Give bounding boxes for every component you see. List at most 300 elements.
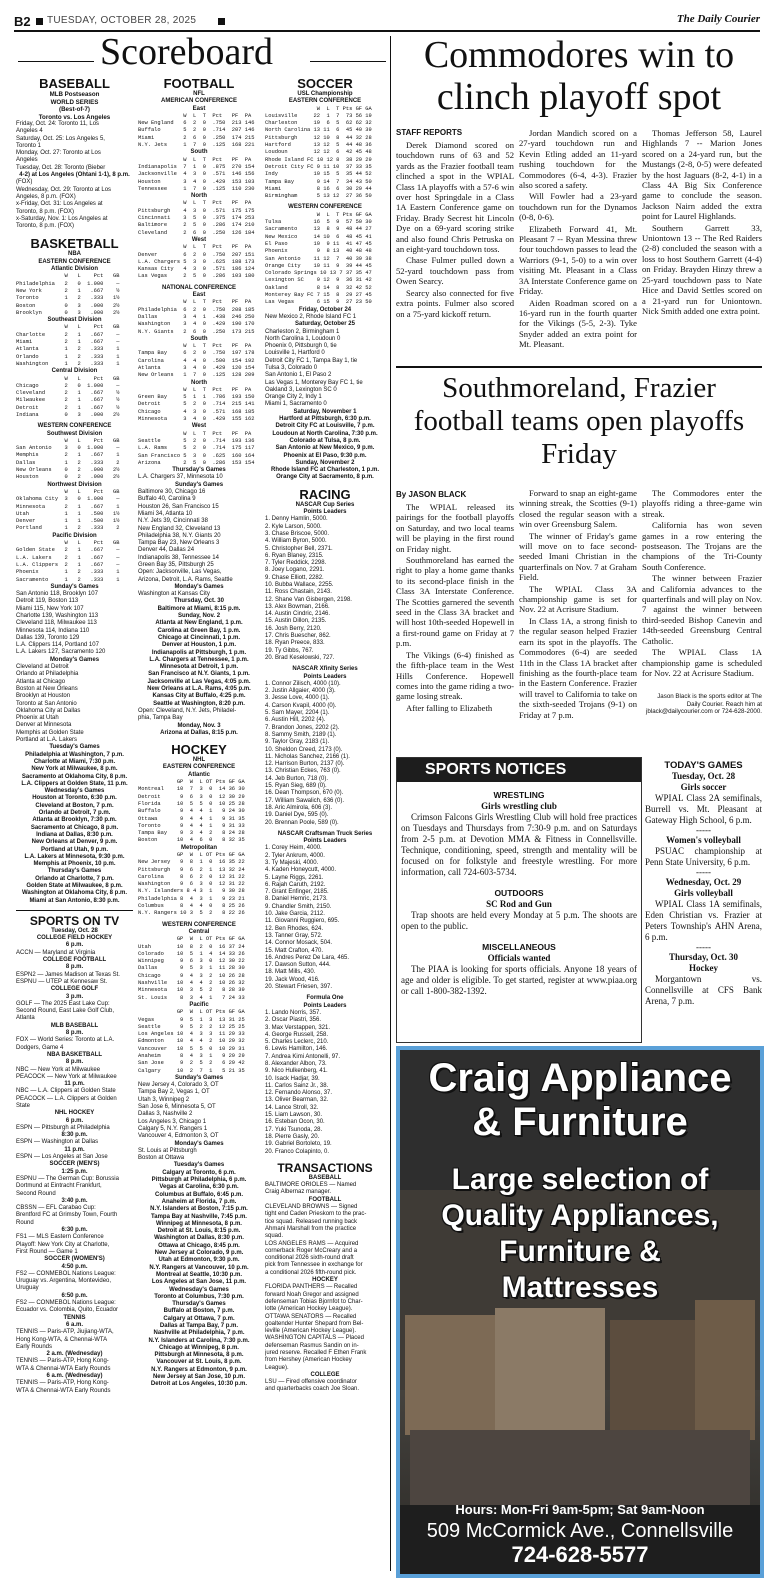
stat-line: FOOTBALL (308, 1196, 342, 1203)
stat-line: Rhode Island FC 10 12 8 38 29 29 (265, 156, 372, 163)
todays-games-date: Thursday, Oct. 30 (668, 952, 738, 962)
baseball-subheads (16, 91, 133, 121)
stat-line: 14. Lance Stroll, 32. (265, 1104, 319, 1111)
baseball-subhead: Toronto vs. Los Angeles (38, 113, 111, 121)
stat-line: conditional 2026 sixth-round draft (265, 1255, 354, 1262)
stat-line: Portland at L.A. Lakers (16, 737, 78, 744)
stat-line: Minnesota 10 3 5 2 8 28 39 (138, 987, 245, 994)
stat-line: Indianapolis 38, Tennessee 14 (138, 554, 219, 561)
stat-line: Ecuador vs. Colombia, Quito, Ecuador (16, 1307, 119, 1314)
stat-line: N.Y. Islanders at Boston, 7:15 p.m. (150, 1206, 248, 1213)
stat-line: Central Division (51, 368, 98, 375)
stat-line: W L T Pct PF PA (138, 244, 252, 251)
stat-line: St. Louis 8 3 4 1 7 24 33 (138, 994, 245, 1001)
stat-line: Sacramento at Chicago, 8 p.m. (30, 824, 119, 831)
stat-line: First Round — Game 1 (16, 1248, 78, 1255)
story-paragraph: Jordan Mandich scored on a 27-yard touchdown run and Kevin Etling added an 11-yard rushing touchdown for the Commodores (6-4, 4-3). Frazier also scored a safety. (519, 128, 637, 191)
stat-line: Green Bay 5 1 1 .786 193 150 (138, 394, 255, 401)
stat-line: Sacramento at Oklahoma City, 8 p.m. (21, 773, 128, 780)
stat-line: Toronto at Columbus, 7:30 p.m. (154, 1293, 244, 1300)
stat-line: Buffalo 9 4 4 1 9 24 30 (138, 808, 245, 815)
stat-line: CLEVELAND BROWNS — Signed (265, 1204, 358, 1211)
stat-line: 20. Brennan Poole, 589 (0). (265, 819, 339, 826)
stat-line: COLLEGE FOOTBALL (42, 957, 107, 964)
stat-line: Saturday, November 1 (293, 408, 357, 415)
stat-line: Birmingham 5 13 12 27 36 50 (265, 193, 372, 200)
stat-line: Utah at Edmonton, 9:30 p.m. (158, 1257, 240, 1264)
stat-line: HOCKEY (312, 1277, 338, 1284)
stat-line: New Mexico 14 10 6 48 45 41 (265, 233, 372, 240)
stat-line: 1. Connor Zilisch, 4000 (10). (265, 680, 341, 687)
stat-line: Utah 10 8 2 0 16 37 24 (138, 943, 245, 950)
stat-line: 17. Chris Buescher, 862. (265, 633, 331, 640)
stat-line: Vancouver 4, Edmonton 3, OT (138, 1133, 219, 1140)
stat-line: L.A. Lakers 127, Sacramento 120 (16, 649, 106, 656)
stat-line: Oakland 3, Lexington SC 0 (265, 386, 337, 393)
stat-line: NFL (193, 91, 205, 97)
stat-line: Monday, Oct. 27: Toronto at Los (16, 150, 101, 157)
stat-line: Round (16, 1219, 34, 1226)
todays-games-box (645, 757, 762, 1041)
stat-line: 11. Giovanni Ruggiero, 695. (265, 918, 340, 925)
stat-line: Brentford FC at Grimsby Town, Fourth (16, 1212, 118, 1219)
story2-tagline: Jason Black is the sports editor at The Daily Courier. Reach him at jblack@dailycourier.com or 724-628-2000. (646, 693, 762, 716)
stat-line: Phoenix 9 8 13 40 48 48 (265, 248, 372, 255)
ad-phone: 724-628-5577 (511, 1542, 649, 1567)
stat-line: WASHINGTON CAPITALS — Placed (265, 1335, 364, 1342)
stat-line: N.Y. Giants 2 6 0 .250 173 215 (138, 328, 255, 335)
stat-line: EASTERN CONFERENCE (38, 258, 111, 265)
stat-line: ESPN2 — James Madison at Texas St. (16, 971, 120, 978)
stat-line: Chicago at Winnipeg, 8 p.m. (159, 1344, 239, 1351)
story-paragraph: The WPIAL Class 1A championship game is scheduled for Nov. 22 at Acrisure Stadium. (642, 647, 762, 678)
story-paragraph: The Commodores enter the playoffs riding a three-game win streak. (642, 488, 762, 519)
stat-line: Winnipeg at Minnesota, 8 p.m. (156, 1220, 242, 1227)
stat-line: W L Pct GB (16, 324, 120, 331)
stat-line: Sunday's Games (50, 583, 99, 590)
stat-line: Wednesday's Games (169, 1286, 229, 1293)
story-paragraph: California has won seven games in a row entering the postseason. The Trojans are the champions of the Tri-County South Conference. (642, 520, 762, 572)
stat-line: 6. Lewis Hamilton, 146. (265, 1046, 328, 1053)
stat-line: LOS ANGELES RAMS — Acquired (265, 1240, 359, 1247)
stat-line: Wednesday's Games (44, 788, 105, 795)
stat-line: New York at Milwaukee, 8 p.m. (31, 766, 118, 773)
stat-line: 2. Kyle Larson, 5000. (265, 523, 322, 530)
stat-line: Seattle 5 2 0 .714 193 136 (138, 437, 255, 444)
outdoors-heading: OUTDOORS (494, 888, 544, 898)
stat-line: N.Y. Rangers at Vancouver, 10 p.m. (149, 1264, 249, 1271)
stat-line: Las Vegas 6 15 9 27 23 50 (265, 299, 372, 306)
story-paragraph: The winner of Friday's game will move on to face second-seeded Imani Christian in the quarterfinals on Nov. 7 at Graham Field. (519, 530, 637, 583)
stat-line: 7. Brandon Jones, 2202 (2). (265, 724, 340, 731)
stat-line: L.A. Chargers at Tennessee, 1 p.m. (149, 656, 249, 663)
stat-line: Vancouver at St. Louis, 8 p.m. (156, 1359, 242, 1366)
stat-line: GP W L OT Pts GF GA (138, 851, 245, 858)
todays-games-sport: Hockey (689, 963, 718, 973)
ad-tag-line-3: Furniture & (499, 1235, 661, 1268)
stat-line: defenseman Tobias Bjornfot to Char- (265, 1298, 363, 1305)
wrestling-text: Crimson Falcons Girls Wrestling Club will hold free practices on Tuesdays and Thursdays from 7:30-9 p.m. and on Saturdays from 2-5 p.m. at Devotion MMA & Fitness in Connellsville. Technique, conditioning, speed, strength and mentality will be focused on for folkstyle and freestyle wrestling. For more information, call 724-603-5734. (401, 812, 637, 877)
stat-line: Wednesday, Oct. 29: Toronto at Los (16, 186, 112, 193)
racing-heading: RACING (299, 486, 351, 502)
stat-line: 16. Esteban Ocon, 30. (265, 1119, 325, 1126)
stat-line: Washington 1 2 .333 1 (16, 360, 120, 367)
stat-line: 19. Daniel Dye, 595 (0). (265, 812, 329, 819)
stat-line: COLLEGE FIELD HOCKEY (36, 935, 113, 942)
stat-line: Baltimore at Miami, 8:15 p.m. (157, 605, 241, 612)
stat-line: Boston at New Orleans (16, 685, 78, 692)
stat-line: Colorado 10 5 1 4 14 33 26 (138, 950, 245, 957)
stat-line: Vegas at Carolina, 6:30 p.m. (159, 1184, 239, 1191)
todays-games-sport: Women's volleyball (666, 835, 741, 845)
transactions-heading: TRANSACTIONS (277, 1160, 373, 1175)
stat-line: 14. Jeb Burton, 718 (0). (265, 775, 329, 782)
stat-line: from Hershey (American Hockey (265, 1357, 352, 1364)
stat-line: Detroit 119, Boston 113 (16, 598, 79, 605)
folio-square (36, 18, 43, 25)
stat-line: Dallas at Tampa Bay, 7 p.m. (159, 1322, 239, 1329)
stat-line: Open: Jacksonville, Las Vegas, (138, 569, 222, 576)
stat-line: 19. Jack Wood, 416. (265, 976, 320, 983)
stat-line: GOLF — The 2025 East Lake Cup: (16, 1000, 110, 1007)
stat-line: Early Rounds (16, 1343, 53, 1350)
stat-line: BALTIMORE ORIOLES — Named (265, 1182, 357, 1189)
stat-line: W L Pct GB (16, 540, 120, 547)
stat-line: Detroit at Los Angeles, 10:30 p.m. (150, 1381, 248, 1388)
stat-line: East (192, 105, 206, 112)
todays-games-text: WPIAL Class 2A semifinals, Burrell vs. Mt. Pleasant at Gateway High School, 6 p.m. (645, 793, 762, 825)
scoreboard-title-rule-right (310, 61, 386, 62)
stat-line: AMERICAN CONFERENCE (160, 98, 237, 105)
todays-games-divider: ----- (696, 825, 711, 835)
stat-line: Formula One (306, 995, 344, 1002)
stat-line: Angeles (16, 157, 38, 164)
stat-line: Colorado Springs 10 13 7 37 35 47 (265, 270, 372, 277)
stat-line: 4. George Russell, 258. (265, 1031, 329, 1038)
stat-line: 3. Jesse Love, 4000 (1). (265, 695, 330, 702)
stat-line: North (191, 193, 207, 200)
stat-line: 7. Tyler Reddick, 2298. (265, 560, 327, 567)
stat-line: PEACOCK — New York at Milwaukee (16, 1073, 117, 1080)
stat-line: 3. Ty Majeski, 4000. (265, 859, 319, 866)
stat-line: Thursday's Games (47, 868, 102, 875)
stat-line: Las Vegas 1, Monterey Bay FC 1, tie (265, 379, 363, 386)
stat-line: Baltimore 2 5 0 .286 174 210 (138, 222, 255, 229)
todays-games-text: PSUAC championship at Penn State University, 6 p.m. (645, 846, 762, 867)
stat-line: New Jersey 4, Colorado 3, OT (138, 1082, 219, 1089)
stat-line: ESPN — Los Angeles at San Jose (16, 1154, 108, 1161)
stat-line: 3. Max Verstappen, 321. (265, 1024, 331, 1031)
stat-line: Kansas City 4 3 0 .571 186 124 (138, 266, 255, 273)
stat-line: 6:50 p.m. (61, 1292, 88, 1299)
stat-line: L.A. Lakers 2 1 .667 — (16, 554, 120, 561)
stat-line: TENNIS — Paris-ATP, Hong Kong- (16, 1380, 109, 1387)
stat-line: Pacific Division (52, 532, 97, 539)
ad-name-line-2: & Furniture (472, 1100, 688, 1144)
stat-line: South (190, 335, 208, 342)
stat-line: Sacramento 1 2 .333 1 (16, 576, 120, 583)
stat-line: New England 32, Cleveland 13 (138, 525, 221, 532)
stat-line: leville (American Hockey League). (265, 1328, 357, 1335)
stat-line: Thursday's Games (172, 467, 226, 474)
stat-line: N.Y. Islanders at Carolina, 7:30 p.m. (148, 1337, 250, 1344)
stat-line: 20. Franco Colapinto, 0. (265, 1148, 330, 1155)
stat-line: Toronto 1 2 .333 1½ (16, 295, 120, 302)
craig-appliance-ad (396, 1046, 764, 1578)
stat-line: Philadelphia 6 2 0 .750 208 185 (138, 306, 255, 313)
stat-line: USL Championship (297, 91, 353, 97)
hockey-standings (138, 757, 260, 1389)
stat-line: L.A. Lakers at Minnesota, 9:30 p.m. (24, 853, 125, 860)
stat-line: Toronto 1 (16, 142, 42, 149)
stat-line: Dodgers, Game 4 (16, 1044, 64, 1051)
stat-line: Carolina at Green Bay, 1 p.m. (157, 627, 241, 634)
scoreboard-column-1 (16, 76, 133, 1571)
stat-line: COLLEGE GOLF (50, 986, 99, 993)
stat-line: Uruguay (16, 1285, 39, 1292)
stat-line: 1. Corey Heim, 4000. (265, 845, 322, 852)
stat-line: 3:40 p.m. (61, 1197, 88, 1204)
stat-line: San Antonio 118, Brooklyn 107 (16, 591, 98, 598)
story1-column-1 (396, 140, 514, 320)
stat-line: WESTERN CONFERENCE (37, 423, 112, 430)
stat-line: Southwest Division (46, 430, 103, 437)
stat-line: Pittsburgh at Minnesota, 8 p.m. (154, 1352, 244, 1359)
baseball-subhead: MLB Postseason (49, 91, 100, 98)
stat-line: Indianapolis 7 1 0 .875 270 154 (138, 163, 255, 170)
misc-heading: MISCELLANEOUS (482, 942, 556, 952)
stat-line: Milwaukee 2 1 .667 ½ (16, 397, 120, 404)
stat-line: Detroit City FC at Louisville, 7 p.m. (275, 423, 375, 430)
stat-line: Cleveland 2 1 .667 ½ (16, 390, 120, 397)
stat-line: 13. Tanner Gray, 572. (265, 932, 323, 939)
football-heading: FOOTBALL (163, 76, 235, 91)
stat-line: Detroit 9 6 3 0 12 30 29 (138, 793, 245, 800)
stat-line: Miami 34, Atlanta 10 (138, 510, 193, 517)
stat-line: 19. Ty Gibbs, 767. (265, 647, 314, 654)
stat-line: Cleveland at Boston, 7 p.m. (35, 802, 114, 809)
stat-line: Oklahoma City 3 0 1.000 — (16, 496, 120, 503)
scoreboard-title: Scoreboard (100, 31, 274, 73)
stat-line: W L Pct GB (16, 437, 120, 444)
stat-line: 5. Layne Riggs, 2261. (265, 874, 324, 881)
stat-line: NBA BASKETBALL (46, 1051, 103, 1058)
stat-line: Oakland 8 14 8 32 42 52 (265, 284, 372, 291)
stat-line: L.A. Clippers at Golden State, 11 p.m. (21, 780, 128, 787)
stat-line: Ahmani Marshall from the practice (265, 1225, 357, 1232)
stat-line: 9. Chase Elliott, 2282. (265, 574, 324, 581)
stat-line: 8. Daniel Hemric, 2173. (265, 896, 328, 903)
stat-line: West (191, 236, 207, 243)
stat-line: Oklahoma City at Dallas (16, 707, 81, 714)
stat-line: W L T Pct PF PA (138, 156, 252, 163)
stat-line: N.Y. Rangers 10 3 5 2 8 22 26 (138, 910, 245, 917)
stat-line: Tulsa 16 5 9 57 50 30 (265, 219, 372, 226)
stat-line: Denver at Minnesota (16, 722, 72, 729)
stat-line: Seattle 9 5 2 2 12 25 25 (138, 1023, 245, 1030)
stat-line: a conditional 2026 fifth-round pick. (265, 1269, 357, 1276)
stat-line: FS1 — MLS Eastern Conference (16, 1234, 104, 1241)
sports-on-tv-listings (16, 928, 133, 1395)
stat-line: North Carolina 13 11 6 45 40 39 (265, 127, 372, 134)
stat-line: Atlanta at Brooklyn, 7:30 p.m. (32, 817, 117, 824)
stat-line: W L T Pct PF PA (138, 200, 252, 207)
stat-line: Phoenix at El Paso, 9:30 p.m. (283, 452, 367, 459)
todays-games-text: WPIAL Class 1A semifinals, Eden Christian vs. Frazier at Peters Township's AHN Arena, 6 p.m. (645, 899, 762, 942)
stat-line: Vegas 9 5 1 3 13 31 25 (138, 1016, 245, 1023)
stat-line: New Jersey at San Jose, 10 p.m. (152, 1374, 246, 1381)
stat-line: Kansas City at Buffalo, 4:25 p.m. (152, 693, 246, 700)
stat-line: Phoenix 1 2 .333 1 (16, 569, 120, 576)
stat-line: Memphis at Phoenix, 10 p.m. (33, 861, 116, 868)
stat-line: W L T Pts GF GA (265, 105, 372, 112)
stat-line: Central (188, 928, 210, 935)
stat-line: 5. Christopher Bell, 2371. (265, 545, 333, 552)
stat-line: 6. Ryan Blaney, 2315. (265, 552, 324, 559)
stat-line: Orlando at Philadelphia (16, 671, 79, 678)
stat-line: jured reserve. Recalled F Ethen Frank (265, 1349, 367, 1356)
stat-line: NBA (68, 251, 81, 258)
stat-line: 20. Stewart Friesen, 397. (265, 984, 333, 991)
baseball-results (16, 121, 133, 230)
stat-line: Calgary 10 2 7 1 5 21 35 (138, 1067, 245, 1074)
stat-line: West (191, 423, 207, 430)
stat-line: 15. Ryan Sieg, 689 (0). (265, 783, 327, 790)
stat-line: 17. Yuki Tsunoda, 28. (265, 1126, 323, 1133)
stat-line: FLORIDA PANTHERS — Recalled (265, 1284, 358, 1291)
ad-tag-line-4: Mattresses (501, 1271, 659, 1304)
stat-line: Detroit at St. Louis, 8:15 p.m. (157, 1228, 241, 1235)
stat-line: 5. Sam Mayer, 2204 (1). (265, 710, 330, 717)
stat-line: Loudoun 12 12 6 42 45 48 (265, 149, 372, 156)
stat-line: 6. Austin Hill, 2202 (4). (265, 717, 326, 724)
stat-line: New Jersey 9 8 1 0 16 35 22 (138, 859, 245, 866)
stat-line: Calgary at Ottawa, 7 p.m. (163, 1315, 235, 1322)
ad-tag-line-2: Quality Appliances, (441, 1199, 719, 1232)
stat-line: Metropolitan (181, 844, 217, 851)
stat-line: SOCCER (WOMEN'S) (44, 1256, 105, 1263)
stat-line: Saturday, October 25 (295, 321, 355, 328)
folio-date: TUESDAY, OCTOBER 28, 2025 (47, 15, 197, 26)
scoreboard-title-rule-left (18, 61, 94, 62)
stat-line: Indiana at Dallas, 8:30 p.m. (36, 831, 113, 838)
stat-line: Atlanta (16, 1015, 35, 1022)
stat-line: 1. Denny Hamlin, 5000. (265, 516, 328, 523)
story-divider (396, 366, 762, 368)
stat-line: WTA & Chennai-WTA Early Rounds (16, 1387, 111, 1394)
stat-line: Arizona 2 5 0 .286 153 154 (138, 459, 255, 466)
stat-line: Pittsburgh 9 6 2 1 13 32 24 (138, 866, 245, 873)
stat-line: 4-2) at Los Angeles (Ohtani 1-1), 8 p.m. (19, 172, 130, 179)
stat-line: 12. Shane Van Gisbergen, 2198. (265, 596, 352, 603)
stat-line: Miami at San Antonio, 8:30 p.m. (29, 897, 120, 904)
stat-line: tight end Caden Prieskorn to the prac- (265, 1211, 367, 1218)
stat-line: Los Angeles 10 4 3 3 11 29 33 (138, 1031, 245, 1038)
stat-line: Orange City 10 11 9 39 44 45 (265, 262, 372, 269)
stat-line: Toronto, 8 p.m. (FOX) (16, 208, 75, 215)
stat-line: Atlantic Division (50, 266, 98, 273)
outdoors-subheading: SC Rod and Gun (486, 899, 552, 909)
stat-line: Montreal 10 7 3 0 14 36 30 (138, 786, 245, 793)
stat-line: Pacific (189, 1001, 209, 1008)
stat-line: 8. Alexander Albon, 73. (265, 1061, 327, 1067)
stat-line: Rhode Island FC at Charleston, 1 p.m. (270, 467, 379, 474)
stat-line: Dortmund at Eintracht Frankfurt, (16, 1183, 102, 1190)
todays-games-date: Wednesday, Oct. 29 (665, 877, 742, 887)
stat-line: Dallas 1 2 .333 2 (16, 459, 120, 466)
stat-line: lotte (American Hockey League). (265, 1306, 353, 1313)
stat-line: Hong Kong-WTA, & Chennai-WTA (16, 1336, 108, 1343)
stat-line: tice squad. Released running back (265, 1218, 358, 1225)
stat-line: Charleston 2, Birmingham 1 (265, 328, 340, 335)
todays-games-divider: ----- (696, 942, 711, 952)
stat-line: Seattle at Washington, 8:20 p.m. (153, 700, 245, 707)
stat-line: 9. Nico Hulkenberg, 41. (265, 1068, 328, 1075)
story-paragraph: Southern Garrett 33, Uniontown 13 -- The Red Raiders (2-8) concluded the season with a loss to host Southern Garrett (4-4) on Friday. Brayden Hinzy threw a 25-yard touchdown pass to Nate Hice and David Settles scored on a 21-yard run for Uniontown. Nick Smith added one extra point. (642, 222, 762, 316)
stat-line: and quarterbacks coach Joe Sloan. (265, 1386, 360, 1393)
stat-line: Tennessee 1 7 0 .125 110 230 (138, 185, 255, 192)
stat-line: 11. Ross Chastain, 2143. (265, 589, 332, 596)
stat-line: Southeast Division (47, 317, 102, 324)
stat-line: 8. Joey Logano, 2291. (265, 567, 325, 574)
stat-line: L.A. Clippers 2 1 .667 — (16, 561, 120, 568)
stat-line: Sunday, Nov. 2 (177, 613, 221, 620)
todays-games-text: Morgantown vs. Connellsville at CFS Bank Arena, 7 p.m. (645, 974, 762, 1006)
stat-line: NHL HOCKEY (54, 1110, 95, 1117)
stat-line: 11 p.m. (64, 1146, 85, 1153)
stat-line: Washington 9 6 3 0 12 31 22 (138, 881, 245, 888)
stat-line: Baltimore 30, Chicago 16 (138, 489, 206, 496)
stat-line: 13. Oliver Bearman, 32. (265, 1097, 329, 1104)
stat-line: FOX — World Series: Toronto at L.A. (16, 1037, 115, 1044)
stat-line: FS2 — CONMEBOL Nations League: (16, 1270, 116, 1277)
stat-line: East (192, 292, 206, 299)
stat-line: 16. Dean Thompson, 670 (0). (265, 790, 344, 797)
stat-line: Denver at Houston, 1 p.m. (161, 642, 236, 649)
story2-column-1 (396, 502, 514, 714)
stat-line: LSU — Fired offensive coordinator (265, 1379, 357, 1386)
stat-line: 6 p.m. (65, 1117, 84, 1124)
stat-line: Orlando 1 2 .333 1 (16, 353, 120, 360)
stat-line: CBSSN — EFL Carabao Cup: (16, 1205, 96, 1212)
stat-line: New York 2 1 .667 ½ (16, 287, 120, 294)
stat-line: Dallas 3 4 1 .438 246 250 (138, 313, 255, 320)
stat-line: 17. William Sawalich, 636 (0). (265, 797, 345, 804)
stat-line: ACCN — Maryland at Virginia (16, 949, 96, 956)
stat-line: Tampa Bay 9 3 4 2 8 24 28 (138, 830, 245, 837)
stat-line: Detroit 5 2 0 .714 215 141 (138, 401, 255, 408)
misc-text: The PIAA is looking for sports officials. Anyone 18 years of age and older is eligible. To get started, register at www.piaa.org or call 1-800-382-1392. (401, 964, 637, 996)
stat-line: Portland 1 2 .333 2 (16, 525, 120, 532)
stat-line: 15. Austin Dillon, 2135. (265, 618, 327, 625)
stat-line: 17. Dawson Sutton, 444. (265, 962, 331, 969)
stat-line: Washington 3 4 0 .429 190 170 (138, 321, 255, 328)
story-paragraph: The WPIAL Class 3A championship game is set for Nov. 22 at Acrisure Stadium. (519, 583, 637, 615)
stat-line: EASTERN CONFERENCE (288, 98, 362, 105)
stat-line: Columbus 8 4 4 0 8 25 26 (138, 903, 245, 910)
stat-line: Detroit 2 1 .667 ½ (16, 404, 120, 411)
stat-line: BASEBALL (308, 1174, 342, 1181)
stat-line: San Francisco 5 3 0 .625 160 164 (138, 452, 255, 459)
stat-line: Anaheim at Florida, 7 p.m. (161, 1198, 237, 1205)
stat-line: San Francisco at N.Y. Giants, 1 p.m. (148, 671, 250, 678)
stat-line: Tampa Bay 9 14 7 34 43 50 (265, 178, 372, 185)
stat-line: Charlotte at Miami, 7:30 p.m. (33, 758, 116, 765)
stat-line: New Orleans at L.A. Rams, 4:05 p.m. (147, 686, 251, 693)
stat-line: N.Y. Rangers at Edmonton, 9 p.m. (151, 1366, 247, 1373)
stat-line: Golden State at Milwaukee, 8 p.m. (26, 882, 123, 889)
stat-line: 10. Isack Hadjar, 39. (265, 1075, 320, 1082)
